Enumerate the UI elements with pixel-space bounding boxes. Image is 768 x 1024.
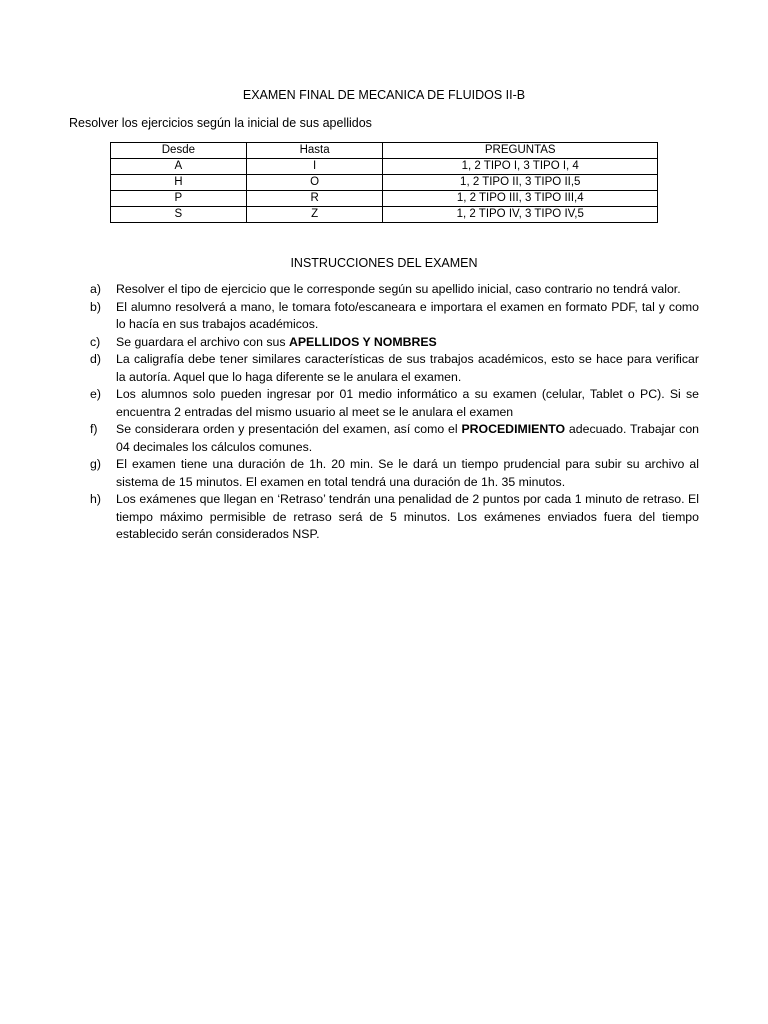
list-item — [90, 421, 699, 456]
item-text: Los exámenes que llegan en ‘Retraso’ tendrán una penalidad de 2 puntos por cada 1 minuto de retraso. El tiempo máximo permisible de retraso será de 5 minutos. Los exámenes enviados fuera del tiempo establecido serán considerados NSP. — [116, 492, 699, 541]
cell-hasta: Z — [246, 207, 383, 223]
intro-text: Resolver los ejercicios según la inicial de sus apellidos — [69, 116, 372, 130]
item-marker: b) — [90, 299, 101, 314]
cell-desde: A — [111, 159, 247, 175]
instructions-title: INSTRUCCIONES DEL EXAMEN — [290, 256, 478, 270]
item-marker: h) — [90, 492, 101, 506]
cell-hasta: R — [246, 191, 383, 207]
list-item — [90, 491, 699, 544]
item-text: El examen tiene una duración de 1h. 20 min. Se le dará un tiempo prudencial para subir su archivo al sistema de 15 minutos. El examen en total tendrá una duración de 1h. 35 minutos. — [116, 457, 699, 489]
item-bold-text: PROCEDIMIENTO — [461, 422, 566, 436]
item-text: Los alumnos solo pueden ingresar por 01 medio informático a su examen (celular, Tablet o PC). Si se encuentra 2 entradas del mismo usuario al meet se le anulara el examen — [116, 387, 699, 419]
instructions-list — [90, 281, 699, 544]
table-row — [111, 191, 658, 207]
item-text: El alumno resolverá a mano, le tomara foto/escaneara e importara el examen en formato PDF, tal y como lo hacía en sus trabajos académicos. — [116, 299, 699, 331]
cell-hasta: I — [246, 159, 383, 175]
table-row — [111, 159, 658, 175]
item-text: Se considerara orden y presentación del examen, así como el — [116, 422, 462, 436]
item-marker: a) — [90, 282, 101, 296]
list-item — [90, 351, 699, 386]
header-desde: Desde — [111, 143, 247, 159]
cell-desde: H — [111, 175, 247, 191]
cell-preguntas: 1, 2 TIPO III, 3 TIPO III,4 — [383, 191, 658, 207]
item-bold-text: APELLIDOS Y NOMBRES — [288, 334, 437, 349]
surname-questions-table — [110, 142, 658, 223]
item-marker: g) — [90, 457, 101, 471]
item-text: La caligrafía debe tener similares características de sus trabajos académicos, esto se hace para verificar la autoría. Aquel que lo haga diferente se le anulara el examen. — [116, 352, 699, 384]
exam-title: EXAMEN FINAL DE MECANICA DE FLUIDOS II-B — [242, 88, 526, 102]
list-item — [90, 456, 699, 491]
cell-desde: S — [111, 207, 247, 223]
cell-preguntas: 1, 2 TIPO II, 3 TIPO II,5 — [383, 175, 658, 191]
list-item — [90, 386, 699, 421]
table-header-row — [111, 143, 658, 159]
item-marker: f) — [90, 422, 98, 436]
cell-hasta: O — [246, 175, 383, 191]
list-item — [90, 299, 699, 334]
cell-preguntas: 1, 2 TIPO I, 3 TIPO I, 4 — [383, 159, 658, 175]
item-text-after: adecuado. Trabajar con 04 decimales los cálculos comunes. — [116, 422, 700, 454]
item-marker: d) — [90, 352, 101, 366]
list-item — [90, 281, 699, 299]
list-item — [90, 334, 699, 352]
header-hasta: Hasta — [246, 143, 383, 159]
header-preguntas: PREGUNTAS — [383, 143, 658, 159]
table-row — [111, 175, 658, 191]
item-marker: c) — [90, 334, 101, 349]
item-marker: e) — [90, 387, 101, 401]
item-text: Resolver el tipo de ejercicio que le corresponde según su apellido inicial, caso contrario no tendrá valor. — [116, 282, 681, 296]
table-row — [111, 207, 658, 223]
cell-desde: P — [111, 191, 247, 207]
item-text: Se guardara el archivo con sus — [116, 334, 289, 349]
cell-preguntas: 1, 2 TIPO IV, 3 TIPO IV,5 — [383, 207, 658, 223]
